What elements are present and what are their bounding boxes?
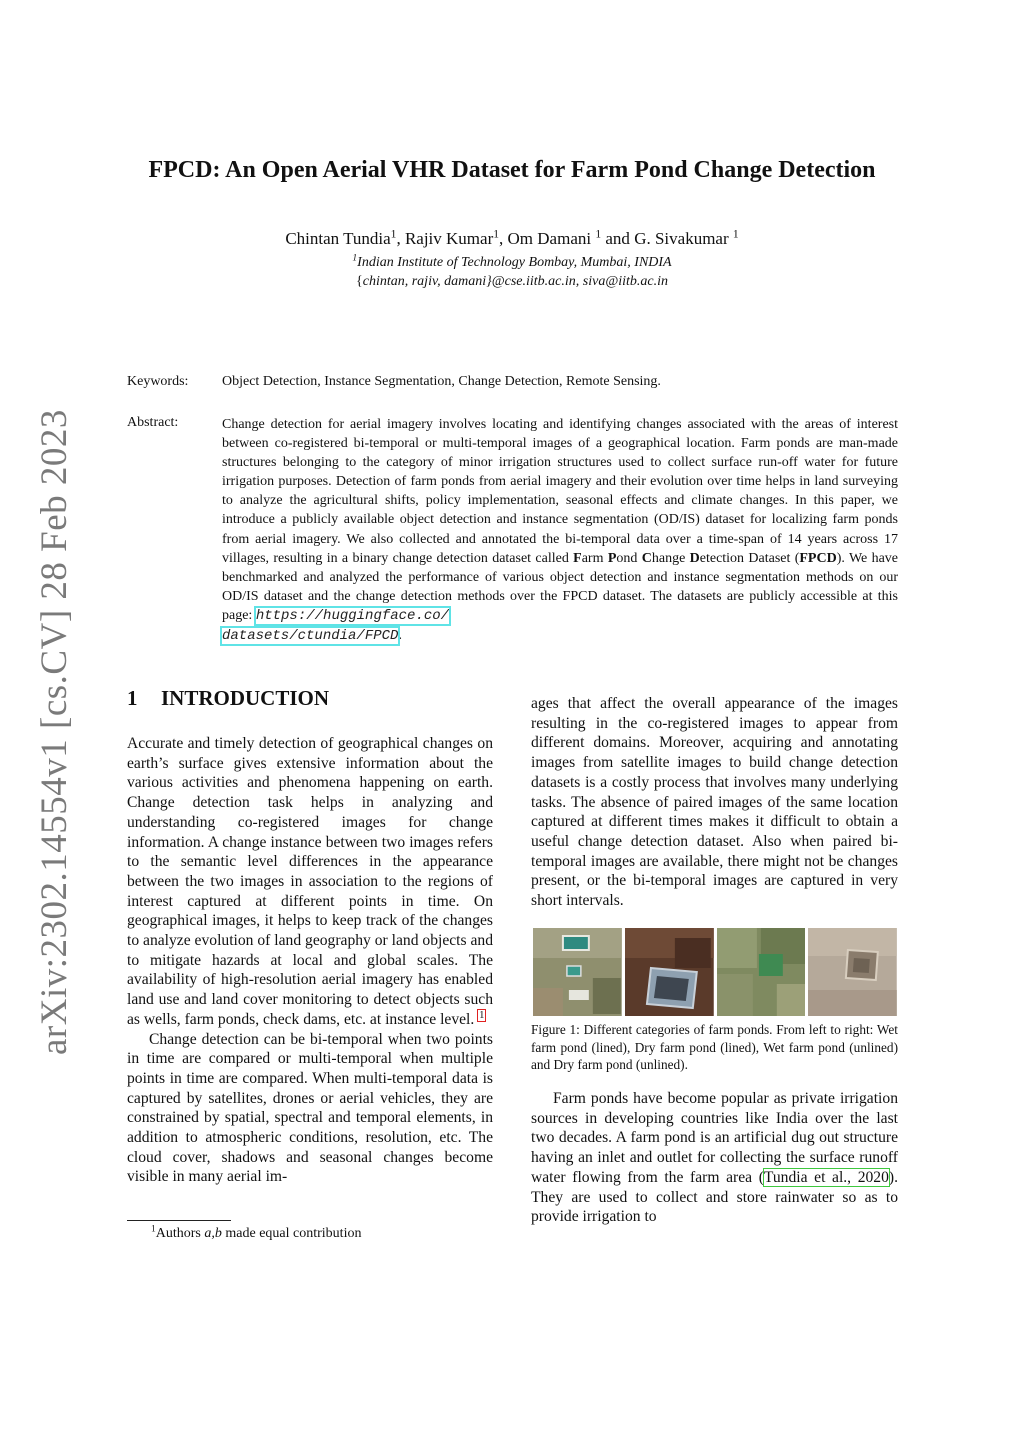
footnote: $^1$Authors a,b made equal contribution: [151, 1224, 362, 1241]
abstract-label: Abstract:: [127, 415, 179, 430]
section-title: INTRODUCTION: [161, 686, 330, 710]
right-column-continued: [531, 1089, 898, 1227]
dataset-link[interactable]: https://huggingface.co/: [255, 607, 450, 624]
section-number: 1: [127, 686, 138, 710]
dry-unlined-pond-image: [808, 928, 897, 1016]
paragraph: Farm ponds have become popular as private irrigation sources in developing countries like India over the last two decades. A farm pond is an artificial dug out structure having an inlet and outlet for collecting the surface runoff water flowing from the farm area (Tundia et al., 2020). They are used to collect and store rainwater so as to provide irrigation to: [531, 1090, 898, 1226]
figure-1: [533, 928, 897, 1016]
figure-caption: Figure 1: Different categories of farm ponds. From left to right: Wet farm pond (lined), Dry farm pond (lined), Wet farm pond (unlined) and Dry farm pond (unlined).: [531, 1022, 898, 1073]
author-name: G. Sivakumar: [634, 229, 733, 248]
paper-title: FPCD: An Open Aerial VHR Dataset for Farm Pond Change Detection: [148, 157, 876, 183]
wet-unlined-pond-image: [717, 928, 806, 1016]
keywords-text: Object Detection, Instance Segmentation, Change Detection, Remote Sensing.: [222, 374, 661, 389]
author-emails: {chintan, rajiv, damani}@cse.iitb.ac.in, siva@iitb.ac.in: [356, 274, 668, 289]
abstract-body: Change detection for aerial imagery involves locating and identifying changes associated with the areas of interest between co-registered bi-temporal or multi-temporal images of a geographical location. Farm ponds are man-made structures belonging to the category of minor irrigation structures used to collect surface run-off water for future irrigation purposes. Detection of farm ponds from aerial imagery and their evolution over time helps in land surveying to analyze the agricultural shifts, policy implementation, seasonal effects and climate changes. In this paper, we introduce a publicly available object detection and instance segmentation (OD/IS) dataset for localizing farm ponds from aerial imagery. We also collected and annotated the bi-temporal data over a time-span of 14 years across 17 villages, resulting in a binary change detection dataset called Farm Pond Change Detection Dataset (FPCD). We have benchmarked and analyzed the performance of various object detection and instance segmentation methods on our OD/IS dataset and the change detection methods over the FPCD dataset. The datasets are publicly accessible at this page: https://huggingface.co/ datasets/ctundia/FPCD.: [222, 417, 899, 645]
author-name: Rajiv Kumar: [404, 229, 494, 248]
left-column: [127, 734, 493, 1187]
section-heading: [127, 686, 329, 711]
paragraph: ages that affect the overall appearance of the images resulting in the co-registered images to appear from different domains. Moreover, acquiring and annotating images from satellite images to build change detection datasets is a costly process that involves many underlying tasks. The absence of paired images of the same location captured at different times makes it difficult to obtain a useful change detection dataset. Also when paired bi-temporal images are available, there might not be changes present, or the bi-temporal images are captured in very short intervals.: [531, 695, 898, 910]
footnote-ref[interactable]: 1: [479, 1009, 485, 1021]
author-list: Chintan Tundia$^1$, Rajiv Kumar$^1$, Om Damani $^1$ and G. Sivakumar $^1$: [285, 227, 739, 248]
author-name: Om Damani: [507, 229, 596, 248]
author-affil-mark: 1: [595, 227, 602, 241]
author-affil-mark: 1: [390, 227, 397, 241]
keywords-label: Keywords:: [127, 374, 189, 389]
author-affil-mark: 1: [732, 227, 739, 241]
arxiv-identifier: arXiv:2302.14554v1 [cs.CV] 28 Feb 2023: [34, 409, 75, 1055]
author-name: Chintan Tundia: [285, 229, 391, 248]
author-affil-mark: 1: [493, 227, 500, 241]
right-column: [531, 694, 898, 911]
affiliation: $^1$Indian Institute of Technology Bombay, Mumbai, INDIA: [352, 253, 672, 270]
paragraph: Accurate and timely detection of geographical changes on earth’s surface gives extensive information about the various activities and phenomena happening on earth. Change detection task helps in analyzing and understanding co-registered images for change information. A change instance between two images refers to the semantic level differences in the appearance between the two images in association to the regions of interest captured at different points in time. On geographical images, it helps to keep track of the changes to analyze evolution of land geography or land objects and to mitigate hazards at local and global scales. The availability of high-resolution aerial imagery has enabled land use and land cover monitoring to detect objects such as wells, farm ponds, check dams, etc. at instance level. $^1$: [127, 735, 493, 1028]
dry-lined-pond-image: [625, 928, 714, 1016]
dataset-link-cont[interactable]: datasets/ctundia/FPCD: [222, 628, 399, 645]
wet-lined-pond-image: [533, 928, 622, 1016]
paragraph: Change detection can be bi-temporal when two points in time are compared or multi-temporal when multiple points in time are compared. When multi-temporal data is captured by satellites, drones or aerial vehicles, they are constrained by spatial, spectral and temporal elements, in addition to atmospheric conditions, resolution, etc. The cloud cover, shadows and seasonal changes become visible in many aerial im-: [127, 1030, 493, 1186]
footnote-rule: [127, 1220, 231, 1221]
citation-link[interactable]: Tundia et al., 2020: [763, 1168, 889, 1186]
